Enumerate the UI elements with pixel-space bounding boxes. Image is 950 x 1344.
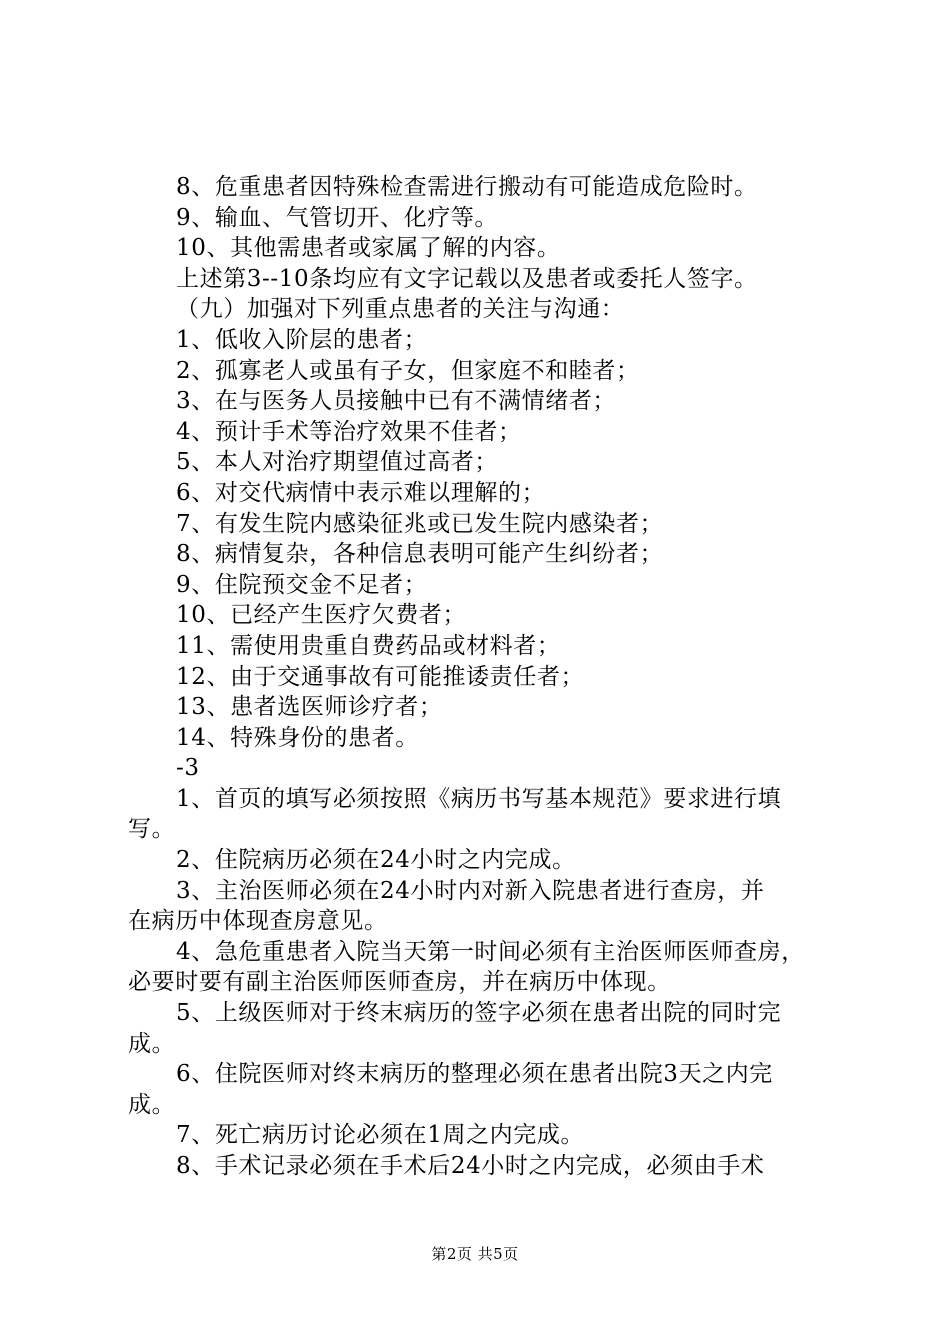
text-line: 11、需使用贵重自费药品或材料者； (176, 632, 561, 659)
text-line: 10、已经产生医疗欠费者； (176, 602, 467, 629)
text-line: 7、死亡病历讨论必须在1周之内完成。 (176, 1122, 585, 1149)
text-line: 2、住院病历必须在24小时之内完成。 (176, 847, 576, 874)
text-line: 在病历中体现查房意见。 (128, 908, 388, 935)
text-line: 必要时要有副主治医师医师查房，并在病历中体现。 (128, 969, 671, 996)
text-line: 6、对交代病情中表示难以理解的； (176, 479, 546, 506)
text-line: 8、病情复杂，各种信息表明可能产生纠纷者； (176, 541, 664, 568)
document-body (128, 172, 840, 1182)
text-line: 10、其他需患者或家属了解的内容。 (176, 235, 561, 262)
text-line: 上述第3--10条均应有文字记载以及患者或委托人签字。 (176, 265, 758, 292)
text-line: 8、危重患者因特殊检查需进行搬动有可能造成危险时。 (176, 174, 758, 200)
text-line: -3 (176, 755, 200, 782)
text-line: 9、输血、气管切开、化疗等。 (176, 204, 499, 231)
text-line: 成。 (128, 1030, 176, 1057)
text-line: 4、急危重患者入院当天第一时间必须有主治医师医师查房， (176, 938, 805, 965)
text-line: 2、孤寡老人或虽有子女，但家庭不和睦者； (176, 357, 640, 384)
text-line: 1、首页的填写必须按照《病历书写基本规范》要求进行填 (176, 785, 782, 812)
text-line: （九）加强对下列重点患者的关注与沟通： (176, 296, 625, 323)
text-line: 8、手术记录必须在手术后24小时之内完成，必须由手术 (176, 1153, 765, 1179)
text-line: 9、住院预交金不足者； (176, 571, 428, 598)
text-line: 5、本人对治疗期望值过高者； (176, 449, 499, 476)
text-line: 5、上级医师对于终末病历的签字必须在患者出院的同时完 (176, 1000, 782, 1027)
text-line: 7、有发生院内感染征兆或已发生院内感染者； (176, 510, 664, 537)
page-footer: 第2页 共5页 (431, 1245, 519, 1263)
text-line: 6、住院医师对终末病历的整理必须在患者出院3天之内完 (176, 1061, 773, 1088)
text-line: 3、在与医务人员接触中已有不满情绪者； (176, 388, 617, 415)
text-line: 3、主治医师必须在24小时内对新入院患者进行查房，并 (176, 877, 765, 904)
text-line: 4、预计手术等治疗效果不佳者； (176, 418, 522, 445)
text-line: 14、特殊身份的患者。 (176, 724, 419, 751)
text-line: 13、患者选医师诊疗者； (176, 694, 443, 721)
text-line: 成。 (128, 1091, 176, 1118)
text-line: 1、低收入阶层的患者； (176, 326, 428, 353)
text-line: 12、由于交通事故有可能推诿责任者； (176, 663, 585, 690)
text-line: 写。 (128, 816, 176, 843)
